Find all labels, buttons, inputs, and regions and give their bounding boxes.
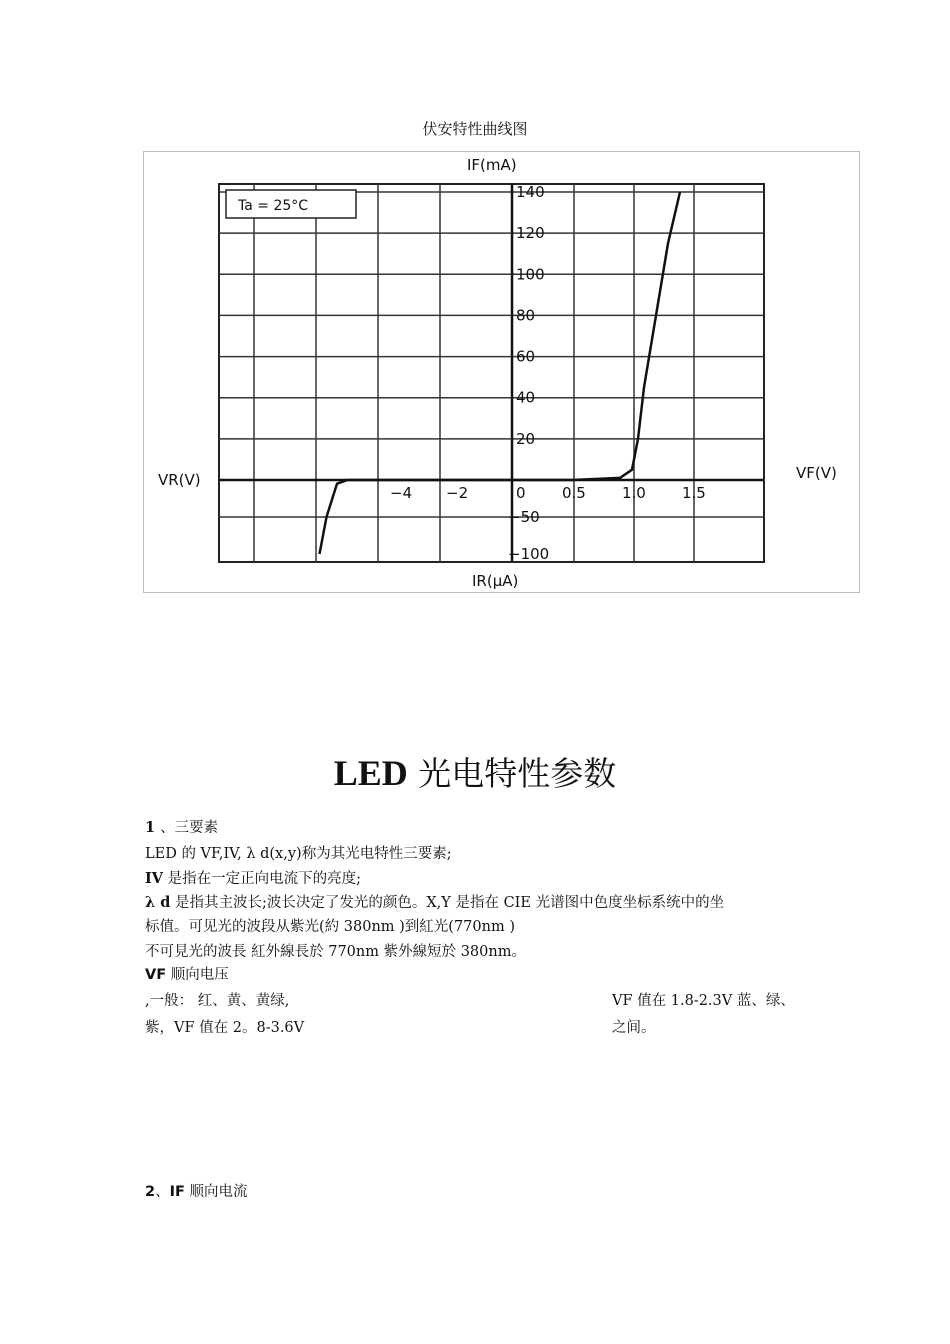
- y-axis-label-top: IF(mA): [467, 156, 517, 174]
- vf-label: 顺向电压: [166, 967, 229, 983]
- section-2-label: 顺向电流: [184, 1184, 248, 1200]
- chart-grid: [219, 184, 764, 562]
- vf-row-1-right: VF 值在 1.8-2.3V 蓝、绿、: [612, 993, 795, 1009]
- y-tick-120: 120: [516, 224, 545, 243]
- vf-row-1-left: ,一般： 红、黄、黄绿,: [145, 993, 290, 1009]
- lambda-term: λ d: [145, 894, 171, 911]
- x-axis-label-left: VR(V): [158, 471, 201, 489]
- section-1-number: 1: [145, 819, 161, 836]
- y-tick-80: 80: [516, 306, 536, 325]
- x-tick-0: 0: [516, 484, 526, 502]
- y-tick-140: 140: [516, 183, 545, 201]
- y-tick-rev-0: −50: [508, 508, 540, 526]
- y-tick-40: 40: [516, 388, 536, 407]
- chart-labels: [158, 156, 837, 590]
- y-tick-20: 20: [516, 429, 536, 448]
- iv-curve-figure: [143, 151, 860, 593]
- y-tick-rev-1: −100: [508, 545, 550, 563]
- iv-chart: [144, 152, 861, 594]
- section-2-sep: 、: [155, 1184, 170, 1200]
- plot-frame: [219, 184, 764, 562]
- y-tick-100: 100: [516, 265, 545, 284]
- paragraph-1: LED 的 VF,IV, λ d(x,y)称为其光电特性三要素;: [145, 846, 452, 862]
- y-tick-60: 60: [516, 347, 536, 366]
- figure-caption: 伏安特性曲线图: [422, 120, 528, 138]
- paragraph-2: [145, 867, 361, 888]
- x-tick-2: 1.0: [622, 484, 646, 502]
- x-tick-rev-0: −4: [390, 484, 413, 502]
- iv-description: 是指在一定正向电流下的亮度;: [163, 871, 362, 887]
- page-heading: [0, 748, 950, 795]
- x-tick-1: 0.5: [562, 484, 586, 502]
- paragraph-4: 标值。可见光的波段从紫光(約 380nm )到紅光(770nm ): [145, 919, 515, 935]
- annotation-text: Ta = 25°C: [238, 198, 309, 214]
- lambda-description: 是指其主波长;波长决定了发光的颜色。X,Y 是指在 CIE 光谱图中色度坐标系统中的坐: [170, 895, 725, 911]
- vf-row-2-left: 紫，VF 值在 2。8-3.6V: [145, 1020, 305, 1036]
- paragraph-3: [145, 891, 724, 912]
- y-axis-label-bottom: IR(μA): [472, 572, 519, 590]
- vf-title: [145, 963, 229, 984]
- x-axis-label-right: VF(V): [796, 464, 837, 482]
- heading-latin: LED: [333, 753, 408, 793]
- iv-term: IV: [145, 870, 164, 887]
- section-1-title: [145, 816, 218, 837]
- heading-rest: 光电特性参数: [407, 754, 617, 793]
- section-1-label: 、三要素: [160, 820, 219, 836]
- section-2-number: 2: [145, 1184, 156, 1200]
- section-2-title: [145, 1180, 248, 1201]
- vf-row-2-right: 之间。: [612, 1020, 656, 1036]
- vf-term: VF: [145, 967, 167, 983]
- paragraph-5: 不可見光的波長 紅外線長於 770nm 紫外線短於 380nm。: [145, 944, 526, 960]
- x-tick-3: 1.5: [682, 484, 706, 502]
- if-term: IF: [169, 1184, 185, 1200]
- x-tick-rev-1: −2: [446, 484, 469, 502]
